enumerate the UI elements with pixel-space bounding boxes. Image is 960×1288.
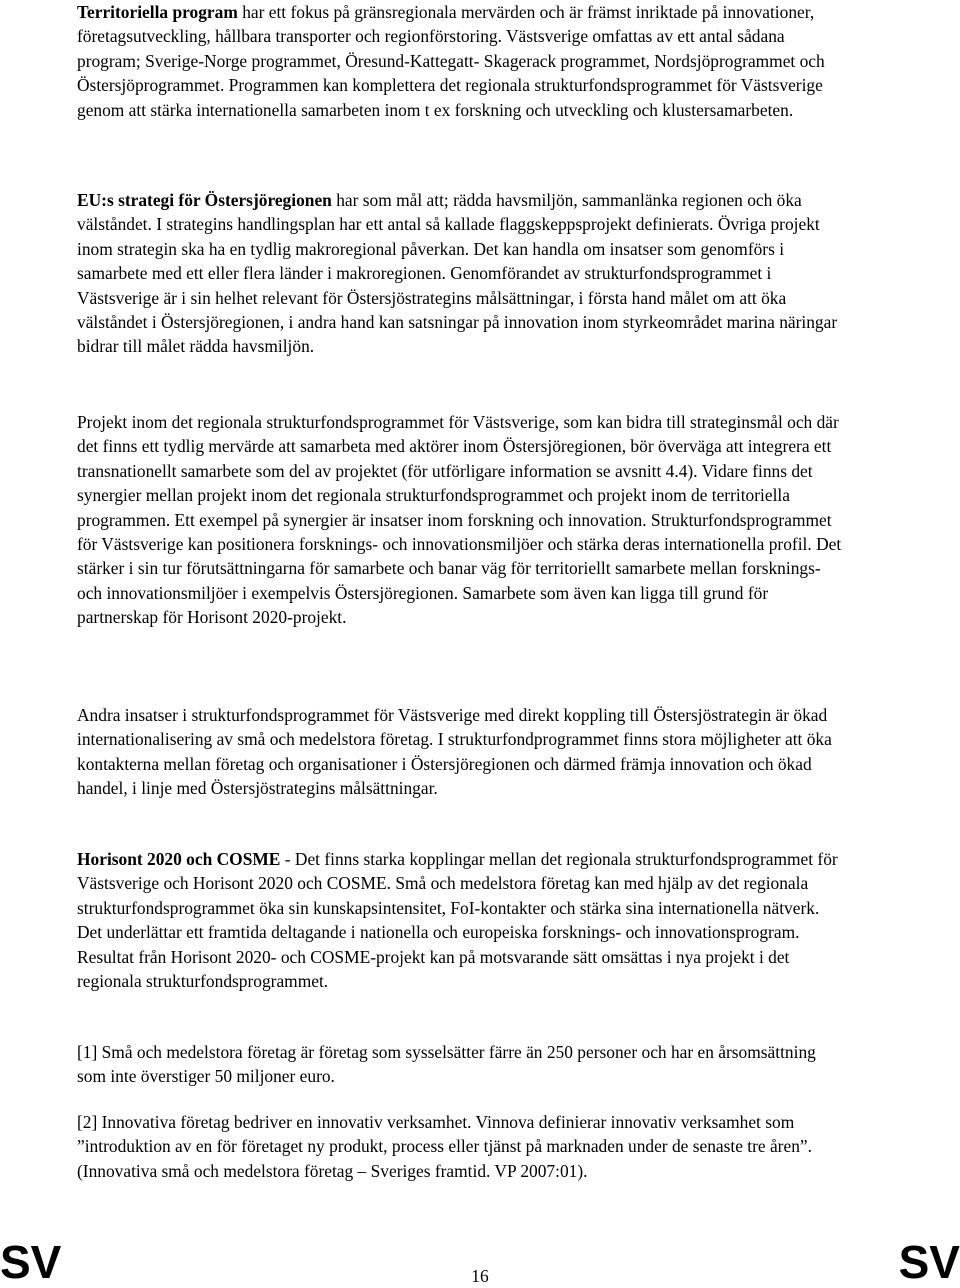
paragraph-text: - Det finns starka kopplingar mellan det regionala strukturfondsprogrammet för Västsverige och Horisont 2020 och COSME. Små och medelstora företag kan med hjälp av det regionala strukturfondsprogrammet öka sin kunskapsintensitet, FoI-kontakter och stärka sina internationella nätverk. Det underlättar ett framtida deltagande i nationella och europeiska forsknings- och innovationsprogram. Resultat från Horisont 2020- och COSME-projekt kan på motsvarande sätt omsättas i nya projekt i det regionala strukturfondsprogrammet.	[77, 849, 838, 992]
paragraph-text: Andra insatser i strukturfondsprogrammet för Västsverige med direkt koppling till Östersjöstrategin är ökad internationalisering av små och medelstora företag. I strukturfondprogrammet finns stora möjligheter att öka kontakterna mellan företag och organisationer i Östersjöregionen och därmed främja innovation och ökad handel, i linje med Östersjöstrategins målsättningar.	[77, 705, 832, 799]
language-mark-left: SV	[0, 1236, 62, 1288]
footnote-1	[77, 1040, 847, 1089]
paragraph-horisont-cosme	[77, 847, 847, 993]
paragraph-andra-insatser	[77, 703, 847, 801]
footnote-text: [2] Innovativa företag bedriver en innovativ verksamhet. Vinnova definierar innovativ verksamhet som ”introduktion av en för företaget ny produkt, process eller tjänst på marknaden under de senaste tre åren”. (Innovativa små och medelstora företag – Sveriges framtid. VP 2007:01).	[77, 1112, 812, 1181]
paragraph-text: Projekt inom det regionala strukturfondsprogrammet för Västsverige, som kan bidra till strateginsmål och där det finns ett tydlig mervärde att samarbeta med aktörer inom Östersjöregionen, bör överväga att integrera ett transnationellt samarbete som del av projektet (för utförligare information se avsnitt 4.4). Vidare finns det synergier mellan projekt inom det regionala strukturfondsprogrammet och projekt inom de territoriella programmen. Ett exempel på synergier är insatser inom forskning och innovation. Strukturfondsprogrammet för Västsverige kan positionera forsknings- och innovationsmiljöer och stärka deras internationella profil. Det stärker i sin tur förutsättningarna för samarbete och banar väg för territoriellt samarbete mellan forsknings- och innovationsmiljöer i exempelvis Östersjöregionen. Samarbete som även kan ligga till grund för partnerskap för Horisont 2020-projekt.	[77, 412, 842, 628]
footnote-2	[77, 1110, 847, 1183]
paragraph-lead: EU:s strategi för Östersjöregionen	[77, 190, 332, 210]
paragraph-text: har ett fokus på gränsregionala mervärden och är främst inriktade på innovationer, företagsutveckling, hållbara transporter och regionförstoring. Västsverige omfattas av ett antal sådana program; Sverige-Norge programmet, Öresund-Kattegatt- Skagerack programmet, Nordsjöprogrammet och Östersjöprogrammet. Programmen kan komplettera det regionala strukturfondsprogrammet för Västsverige genom att stärka internationella samarbeten inom t ex forskning och utveckling och klustersamarbeten.	[77, 2, 825, 120]
page-number: 16	[471, 1266, 489, 1286]
paragraph-lead: Horisont 2020 och COSME	[77, 849, 281, 869]
paragraph-eu-strategi	[77, 188, 847, 359]
paragraph-projekt	[77, 410, 847, 630]
paragraph-territoriella-program	[77, 0, 847, 122]
language-mark-right: SV	[898, 1236, 960, 1288]
footnote-text: [1] Små och medelstora företag är företag som sysselsätter färre än 250 personer och har en årsomsättning som inte överstiger 50 miljoner euro.	[77, 1042, 816, 1087]
paragraph-text: har som mål att; rädda havsmiljön, sammanlänka regionen och öka välståndet. I strategins handlingsplan har ett antal så kallade flaggskeppsprojekt definierats. Övriga projekt inom strategin ska ha en tydlig makroregional påverkan. Det kan handla om insatser som genomförs i samarbete med ett eller flera länder i makroregionen. Genomförandet av strukturfondsprogrammet i Västsverige är i sin helhet relevant för Östersjöstrategins målsättningar, i första hand målet om att öka välståndet i Östersjöregionen, i andra hand kan satsningar på innovation inom styrkeområdet marina näringar bidrar till målet rädda havsmiljön.	[77, 190, 838, 357]
paragraph-lead: Territoriella program	[77, 2, 238, 22]
